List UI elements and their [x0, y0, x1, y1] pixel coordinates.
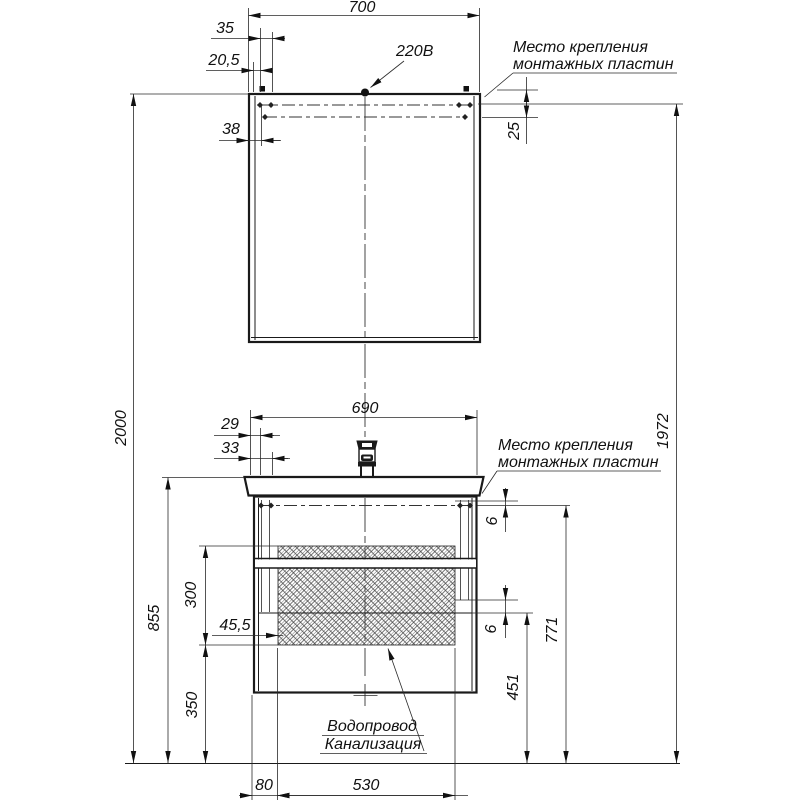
- dim-45-5: 45,5: [219, 617, 251, 634]
- dim-690-width: 690: [351, 400, 379, 417]
- dim-80: 80: [255, 777, 273, 794]
- mounting-plates-label-middle: [482, 437, 661, 494]
- dim-2000-height: 2000: [113, 410, 130, 446]
- mounting-plates-label-top: [485, 39, 678, 97]
- label-water-supply: Водопровод: [327, 718, 417, 735]
- right-height-dimensions: [478, 77, 683, 763]
- dim-530: 530: [352, 777, 380, 794]
- dim-350: 350: [184, 691, 201, 719]
- dim-6-top: 6: [484, 516, 501, 526]
- countertop-sink: [245, 477, 484, 496]
- dim-300: 300: [183, 581, 200, 609]
- dim-1972-height: 1972: [655, 413, 672, 449]
- top-dimensions: [206, 0, 480, 146]
- faucet: [357, 441, 377, 477]
- dim-700-width: 700: [348, 0, 376, 16]
- dim-35: 35: [216, 20, 234, 37]
- dim-451: 451: [505, 673, 522, 701]
- dim-29: 29: [221, 416, 239, 433]
- dim-33: 33: [221, 440, 239, 457]
- label-mounting-mid-line1: Место крепления: [498, 437, 633, 454]
- left-height-dimensions: [113, 94, 283, 763]
- label-mounting-mid-line2: монтажных пластин: [498, 454, 659, 471]
- power-annotation: [371, 43, 434, 88]
- plumbing-annotation: [320, 649, 427, 754]
- dim-20-5: 20,5: [208, 52, 240, 69]
- mirror-cabinet: [249, 86, 480, 342]
- power-outlet-point: [361, 89, 369, 97]
- dim-25: 25: [506, 122, 523, 140]
- middle-dimensions: [214, 400, 477, 475]
- dim-855: 855: [146, 604, 163, 632]
- label-mounting-top-line1: Место крепления: [513, 39, 648, 56]
- label-mounting-top-line2: монтажных пластин: [513, 56, 674, 73]
- dim-38: 38: [222, 121, 240, 138]
- label-sewerage: Канализация: [324, 736, 422, 753]
- dim-771: 771: [544, 616, 561, 644]
- label-220v: 220В: [396, 43, 434, 60]
- dim-6-bottom: 6: [483, 624, 500, 634]
- mounting-plate-right: [464, 86, 470, 92]
- vanity-cabinet: [245, 477, 484, 693]
